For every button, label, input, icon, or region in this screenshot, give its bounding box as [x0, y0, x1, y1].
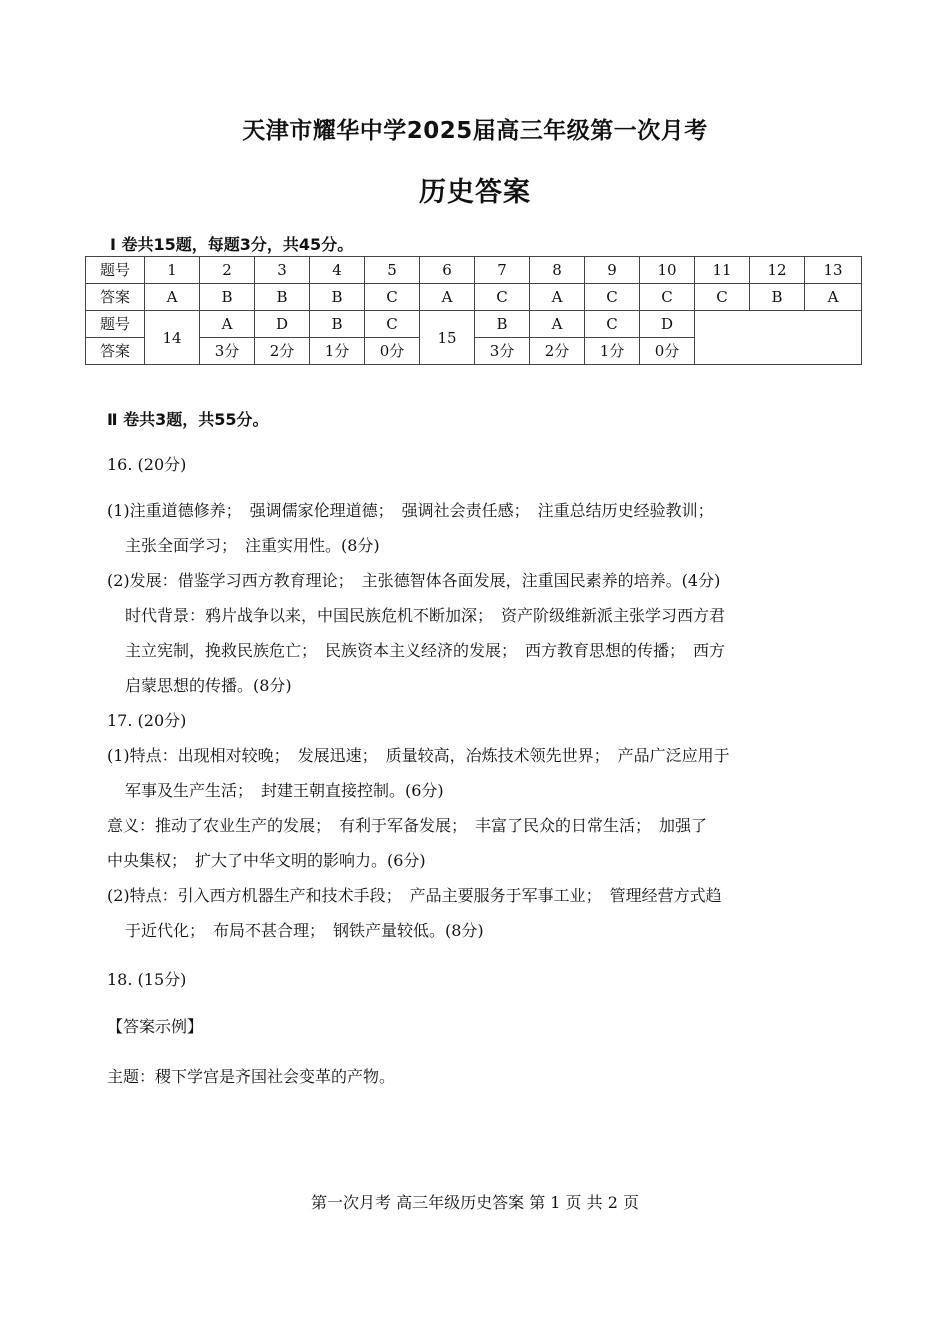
q15-option: B	[475, 311, 530, 338]
answer-line: 军事及生产生活； 封建王朝直接控制。(6分)	[125, 781, 444, 800]
answer-table	[85, 256, 862, 365]
answer-cell: C	[585, 284, 640, 311]
answer-cell: B	[255, 284, 310, 311]
table-row-answers	[86, 284, 862, 311]
question-17-heading: 17. (20分)	[107, 711, 187, 730]
question-number: 10	[640, 257, 695, 284]
answer-line: 于近代化； 布局不甚合理； 钢铁产量较低。(8分)	[125, 921, 484, 940]
q14-score: 2分	[255, 338, 310, 365]
question-number: 3	[255, 257, 310, 284]
q14-option: A	[200, 311, 255, 338]
q14-score: 0分	[365, 338, 420, 365]
answer-line: 中央集权； 扩大了中华文明的影响力。(6分)	[107, 851, 426, 870]
q14-option: B	[310, 311, 365, 338]
answer-cell: B	[750, 284, 805, 311]
answer-line: 意义：推动了农业生产的发展； 有利于军备发展； 丰富了民众的日常生活； 加强了	[107, 816, 708, 835]
part1-heading: Ⅰ 卷共15题，每题3分，共45分。	[110, 235, 354, 254]
question-18-heading: 18. (15分)	[107, 970, 187, 989]
q15-score: 0分	[640, 338, 695, 365]
document-subtitle: 历史答案	[419, 177, 531, 208]
q14-score: 3分	[200, 338, 255, 365]
answer-line: (1)注重道德修养； 强调儒家伦理道德； 强调社会责任感； 注重总结历史经验教训；	[107, 501, 714, 520]
page-footer: 第一次月考 高三年级历史答案 第 1 页 共 2 页	[311, 1193, 639, 1212]
answer-cell: A	[145, 284, 200, 311]
document-title: 天津市耀华中学2025届高三年级第一次月考	[242, 118, 708, 144]
q15-option: A	[530, 311, 585, 338]
answer-cell: A	[530, 284, 585, 311]
answer-example-label: 【答案示例】	[107, 1017, 204, 1036]
question-number: 6	[420, 257, 475, 284]
question-number: 1	[145, 257, 200, 284]
question-number: 13	[805, 257, 862, 284]
answer-cell: C	[475, 284, 530, 311]
question-number: 11	[695, 257, 750, 284]
q15-option: D	[640, 311, 695, 338]
answer-cell: B	[310, 284, 365, 311]
row-label-question: 题号	[86, 257, 145, 284]
row-label-answer: 答案	[86, 284, 145, 311]
answer-line: 启蒙思想的传播。(8分)	[125, 676, 292, 695]
answer-line: 主张全面学习； 注重实用性。(8分)	[125, 536, 380, 555]
q14-score: 1分	[310, 338, 365, 365]
question-number: 7	[475, 257, 530, 284]
table-row-options	[86, 311, 862, 338]
answer-cell: C	[365, 284, 420, 311]
q15-score: 1分	[585, 338, 640, 365]
q14-option: D	[255, 311, 310, 338]
question-number: 12	[750, 257, 805, 284]
q15-option: C	[585, 311, 640, 338]
answer-line: 时代背景：鸦片战争以来，中国民族危机不断加深； 资产阶级维新派主张学习西方君	[125, 606, 726, 625]
row-label-answer: 答案	[86, 338, 145, 365]
answer-line: (2)发展：借鉴学习西方教育理论； 主张德智体各面发展，注重国民素养的培养。(4分)	[107, 571, 721, 590]
question-number: 8	[530, 257, 585, 284]
question-number: 9	[585, 257, 640, 284]
part2-heading: Ⅱ 卷共3题，共55分。	[107, 410, 269, 429]
question-number: 5	[365, 257, 420, 284]
answer-line: (2)特点：引入西方机器生产和技术手段； 产品主要服务于军事工业； 管理经营方式趋	[107, 886, 722, 905]
question-number: 4	[310, 257, 365, 284]
answer-cell: C	[640, 284, 695, 311]
table-row-questions	[86, 257, 862, 284]
row-label-question: 题号	[86, 311, 145, 338]
q14-option: C	[365, 311, 420, 338]
answer-cell: B	[200, 284, 255, 311]
q15-score: 3分	[475, 338, 530, 365]
question-15-number: 15	[420, 311, 475, 365]
question-16-heading: 16. (20分)	[107, 455, 187, 474]
question-number: 2	[200, 257, 255, 284]
empty-cell	[695, 311, 862, 365]
question-14-number: 14	[145, 311, 200, 365]
answer-cell: A	[805, 284, 862, 311]
q15-score: 2分	[530, 338, 585, 365]
answer-line: 主题：稷下学宫是齐国社会变革的产物。	[107, 1067, 396, 1086]
answer-line: 主立宪制，挽救民族危亡； 民族资本主义经济的发展； 西方教育思想的传播； 西方	[125, 641, 726, 660]
answer-cell: A	[420, 284, 475, 311]
answer-cell: C	[695, 284, 750, 311]
answer-line: (1)特点：出现相对较晚； 发展迅速； 质量较高，冶炼技术领先世界； 产品广泛应用于	[107, 746, 730, 765]
